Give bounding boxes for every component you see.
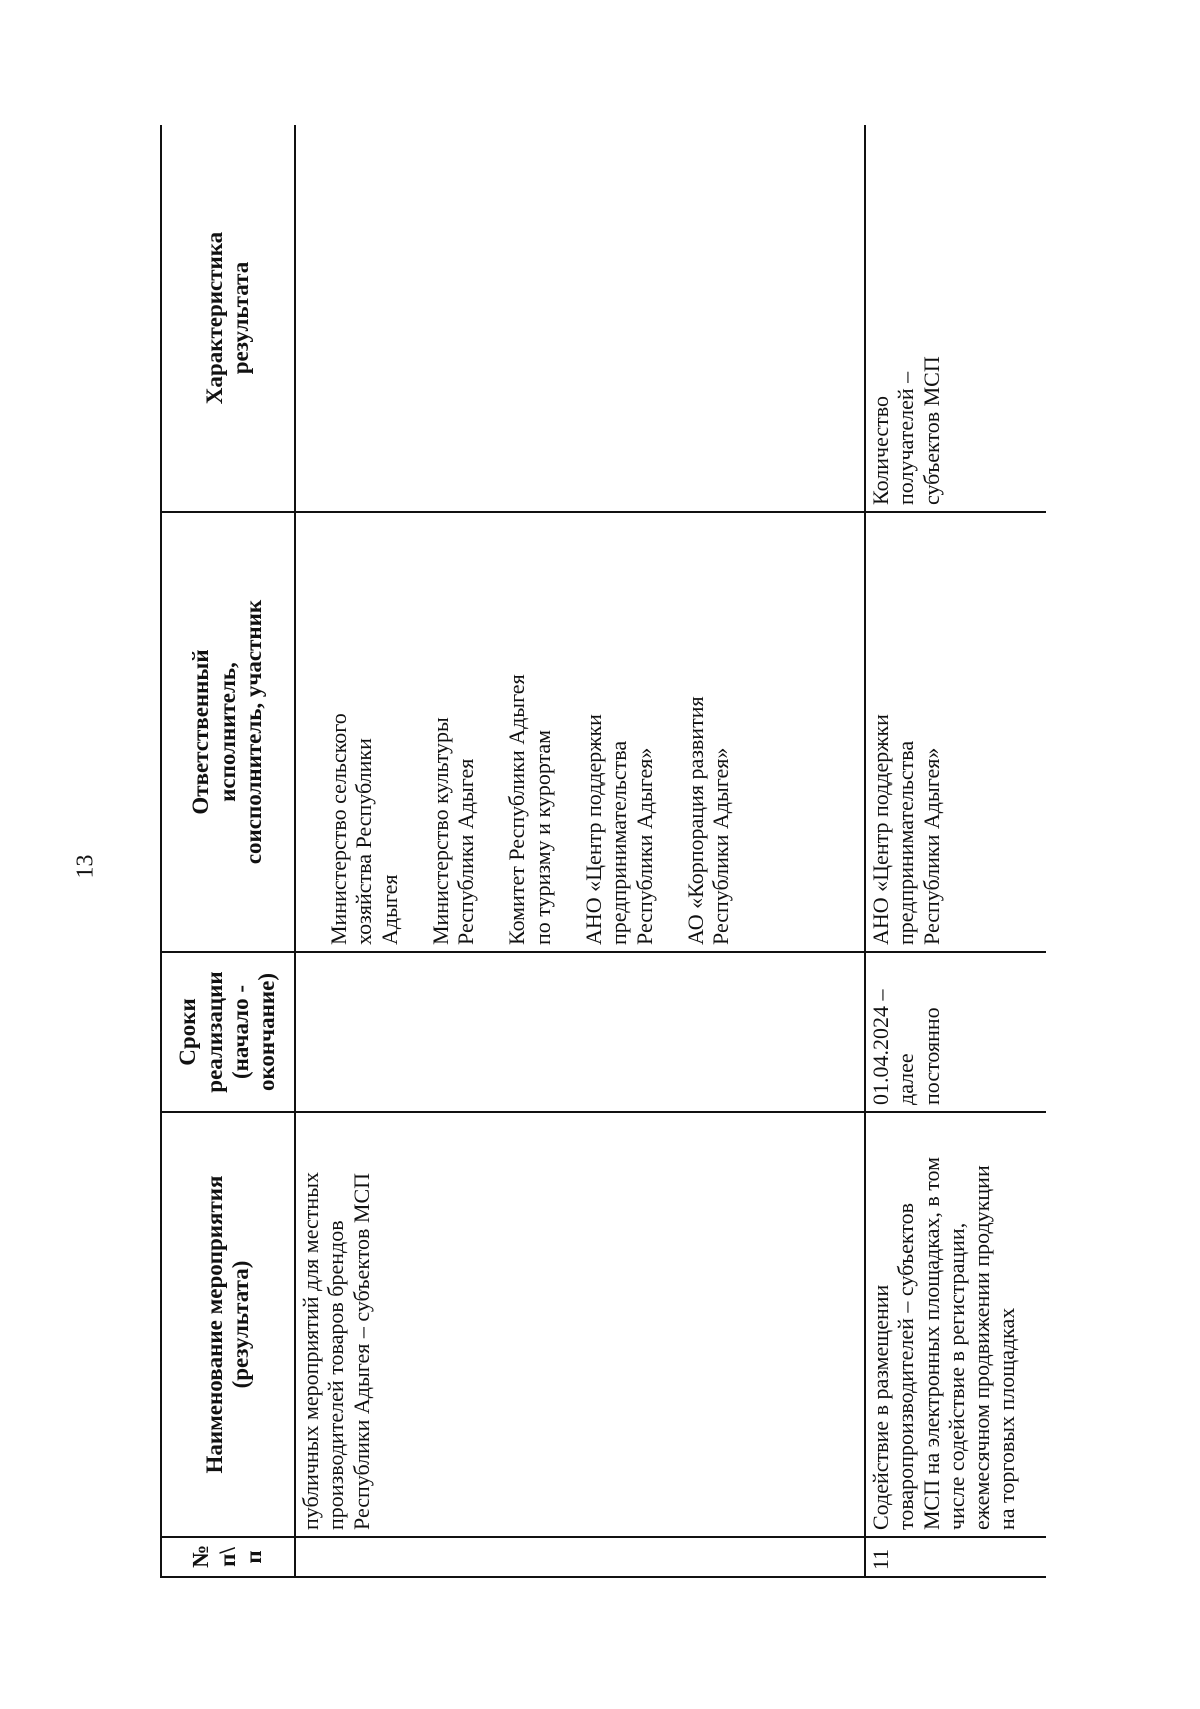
header-name [161,1112,295,1537]
cell-name-line: ежемесячном продвижении продукции [969,1165,995,1530]
responsible-line: Республики Адыгея» [631,747,657,945]
cell-characteristic-line: Количество [868,395,893,505]
cell-name-line: МСП на электронных площадках, в том [918,1156,944,1530]
cell-characteristic [295,125,865,512]
cell-name-line: товаропроизводителей – субъектов [893,1203,919,1530]
table-header-row [161,125,295,1577]
cell-dates [295,952,865,1112]
header-responsible-line: исполнитель, [214,662,240,802]
cell-dates [865,952,1046,1112]
responsible-line: Республики Адыгея» [918,747,944,945]
responsible-line: Комитет Республики Адыгея [504,674,530,945]
responsible-line: предпринимательства [893,740,919,945]
cell-responsible [865,512,1046,952]
header-dates-line: окончание) [254,972,280,1092]
measures-table [160,125,1046,1578]
responsible-entry [683,519,734,945]
cell-name-line: числе содействие в регистрации, [943,1222,969,1530]
header-num-line: п\п [214,1547,267,1567]
responsible-line: Министерство сельского [326,713,351,945]
table-row [865,125,1046,1577]
responsible-entry [504,519,555,945]
responsible-line: Республики Адыгея [453,758,479,945]
cell-responsible [295,512,865,952]
cell-name-line: публичных мероприятий для местных [298,1172,323,1530]
header-name-line: (результата) [228,1260,253,1389]
header-num [161,1537,295,1577]
cell-num [295,1537,865,1577]
responsible-line: АНО «Центр поддержки [868,714,893,945]
responsible-line: предпринимательства [606,740,632,945]
responsible-entry [428,519,479,945]
header-num-line: № [188,1544,214,1568]
responsible-line: Адыгея [376,874,402,945]
rotated-table-container [160,125,1046,1578]
header-name-line: Наименование мероприятия [201,1175,227,1474]
cell-name-line: Содействие в размещении [868,1284,893,1530]
cell-dates-line: 01.04.2024 – [868,989,893,1105]
header-characteristic-line: результата [228,261,253,375]
cell-num: 11 [865,1537,1046,1577]
header-characteristic-line: Характеристика [201,231,227,405]
header-dates [161,952,295,1112]
cell-name [865,1112,1046,1537]
cell-name [295,1112,865,1537]
responsible-line: АНО «Центр поддержки [581,714,607,945]
responsible-entry [868,519,944,945]
responsible-line: хозяйства Республики [351,738,377,945]
cell-characteristic [865,125,1046,512]
header-characteristic [161,125,295,512]
page-number: 13 [72,854,99,879]
header-responsible [161,512,295,952]
header-dates-line: реализации [201,971,227,1093]
responsible-entry [326,519,402,945]
cell-characteristic-line: субъектов МСП [918,356,944,505]
cell-dates-line: далее постоянно [893,1007,944,1105]
header-dates-line: (начало - [228,985,253,1079]
header-responsible-line: соисполнитель, участник [241,599,267,865]
responsible-entry [581,519,657,945]
cell-name-line: производителей товаров брендов [323,1220,349,1530]
table-row [295,125,865,1577]
header-responsible-line: Ответственный [188,649,214,815]
header-dates-line: Сроки [175,998,201,1066]
responsible-line: Республики Адыгея» [708,747,734,945]
cell-characteristic-line: получателей – [893,371,919,505]
responsible-line: Министерство культуры [427,717,453,945]
cell-name-line: Республики Адыгея – субъектов МСП [348,1172,374,1530]
responsible-line: по туризму и курортам [529,729,555,945]
responsible-line: АО «Корпорация развития [682,696,708,945]
cell-name-line: на торговых площадках [994,1307,1020,1530]
